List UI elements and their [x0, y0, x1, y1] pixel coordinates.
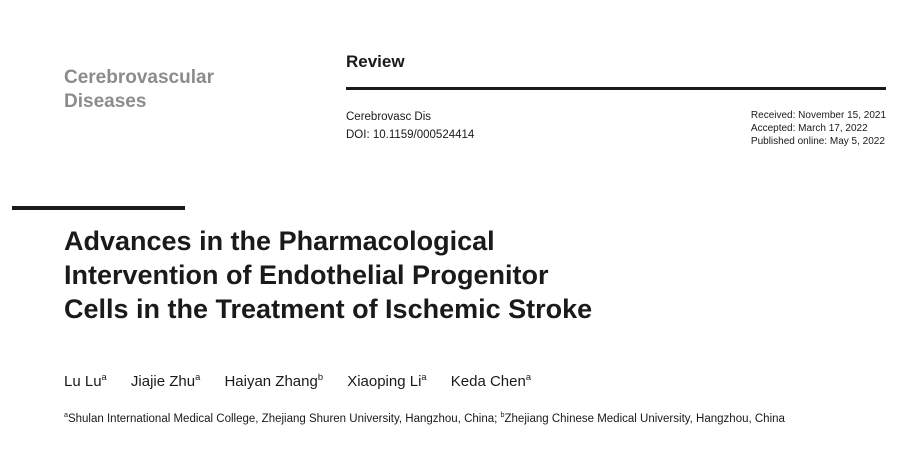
journal-abbrev: Cerebrovasc Dis — [346, 111, 431, 123]
title-line-2: Intervention of Endothelial Progenitor — [64, 260, 549, 290]
affiliation-b: Zhejiang Chinese Medical University, Hangzhou, China — [504, 413, 785, 425]
author-affiliation-mark: a — [525, 372, 531, 382]
section-rule — [346, 87, 886, 90]
affiliation-a: Shulan International Medical College, Zhejiang Shuren University, Hangzhou, China; — [67, 413, 501, 425]
title-line-3: Cells in the Treatment of Ischemic Stroke — [64, 294, 593, 324]
author[interactable] — [451, 373, 531, 390]
journal-name — [64, 66, 214, 114]
title-line-1: Advances in the Pharmacological — [64, 226, 495, 256]
affiliation-b-mark: b — [500, 411, 505, 420]
received-date: Received: November 15, 2021 — [750, 110, 886, 121]
author-affiliation-mark: a — [101, 372, 107, 382]
affiliations — [64, 411, 804, 428]
author[interactable] — [131, 373, 200, 390]
journal-name-line1: Cerebrovascular — [64, 67, 214, 88]
author-affiliation-mark: a — [195, 372, 201, 382]
journal-name-line2: Diseases — [64, 91, 147, 112]
author-list — [64, 373, 551, 390]
author[interactable] — [224, 373, 323, 390]
author-name: Haiyan Zhang — [224, 373, 318, 390]
title-rule — [12, 206, 185, 210]
article-title — [64, 224, 864, 326]
author[interactable] — [64, 373, 107, 390]
citation-block — [346, 108, 474, 144]
published-date: Published online: May 5, 2022 — [750, 136, 885, 147]
author-name: Keda Chen — [450, 373, 526, 390]
author-name: Jiajie Zhu — [130, 373, 196, 390]
dates-block — [751, 109, 886, 148]
author-name: Lu Lu — [64, 373, 102, 390]
author-affiliation-mark: b — [317, 372, 324, 382]
accepted-date: Accepted: March 17, 2022 — [750, 123, 868, 134]
author-name: Xiaoping Li — [347, 373, 422, 390]
affiliation-a-mark: a — [64, 411, 68, 420]
section-label: Review — [346, 52, 405, 71]
doi[interactable]: DOI: 10.1159/000524414 — [346, 129, 475, 141]
author[interactable] — [347, 373, 426, 390]
author-affiliation-mark: a — [421, 372, 427, 382]
